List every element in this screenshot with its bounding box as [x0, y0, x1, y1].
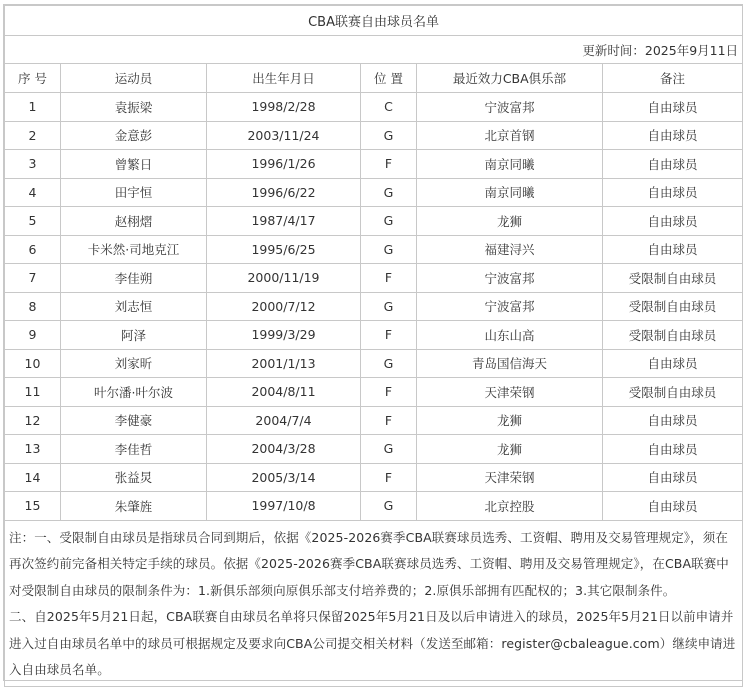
title-row — [5, 6, 743, 36]
cell-no: 6 — [5, 235, 61, 264]
cell-birth: 2005/3/14 — [207, 463, 361, 492]
cell-club: 宁波富邦 — [417, 264, 603, 293]
cell-note: 自由球员 — [603, 207, 743, 236]
cell-position: F — [361, 463, 417, 492]
cell-name: 叶尔潘·叶尔波 — [61, 378, 207, 407]
note-paragraph-2: 二、自2025年5月21日起，CBA联赛自由球员名单将只保留2025年5月21日及以后申请进入的球员，2025年5月21日以前申请并进入过自由球员名单中的球员可根据规定及要求向CBA公司提交相关材料（发送至邮箱：register@cbaleague.com）继续申请进入自由球员名单。 — [9, 609, 736, 677]
cell-no: 4 — [5, 178, 61, 207]
update-row — [5, 36, 743, 64]
cell-club: 龙狮 — [417, 435, 603, 464]
cell-birth: 2004/8/11 — [207, 378, 361, 407]
table-row — [5, 406, 743, 435]
cell-name: 金意彭 — [61, 121, 207, 150]
cell-no: 7 — [5, 264, 61, 293]
cell-no: 9 — [5, 321, 61, 350]
cell-position: C — [361, 93, 417, 122]
cell-note: 自由球员 — [603, 150, 743, 179]
cell-name: 刘志恒 — [61, 292, 207, 321]
cell-note: 自由球员 — [603, 235, 743, 264]
cell-birth: 1997/10/8 — [207, 492, 361, 521]
table-body — [5, 93, 743, 521]
cell-club: 山东山高 — [417, 321, 603, 350]
cell-birth: 1987/4/17 — [207, 207, 361, 236]
cell-birth: 2000/11/19 — [207, 264, 361, 293]
cell-note: 自由球员 — [603, 93, 743, 122]
cell-position: G — [361, 235, 417, 264]
cell-birth: 2001/1/13 — [207, 349, 361, 378]
col-header-birth: 出生年月日 — [207, 64, 361, 93]
table-row — [5, 121, 743, 150]
col-header-name: 运动员 — [61, 64, 207, 93]
cell-no: 5 — [5, 207, 61, 236]
cell-note: 受限制自由球员 — [603, 292, 743, 321]
cell-club: 宁波富邦 — [417, 93, 603, 122]
table-row — [5, 435, 743, 464]
cell-name: 朱肇旌 — [61, 492, 207, 521]
cell-birth: 2000/7/12 — [207, 292, 361, 321]
cell-club: 南京同曦 — [417, 150, 603, 179]
cell-name: 卡米然·司地克江 — [61, 235, 207, 264]
free-agent-table — [4, 5, 743, 687]
cell-note: 自由球员 — [603, 121, 743, 150]
cell-position: G — [361, 292, 417, 321]
cell-note: 自由球员 — [603, 349, 743, 378]
cell-note: 受限制自由球员 — [603, 378, 743, 407]
cell-club: 龙狮 — [417, 207, 603, 236]
cell-no: 2 — [5, 121, 61, 150]
table-row — [5, 235, 743, 264]
cell-no: 8 — [5, 292, 61, 321]
cell-position: F — [361, 264, 417, 293]
cell-position: G — [361, 207, 417, 236]
cell-position: G — [361, 492, 417, 521]
cell-no: 11 — [5, 378, 61, 407]
col-header-club: 最近效力CBA俱乐部 — [417, 64, 603, 93]
cell-note: 自由球员 — [603, 435, 743, 464]
cell-no: 1 — [5, 93, 61, 122]
update-time: 更新时间：2025年9月11日 — [5, 36, 743, 64]
cell-club: 青岛国信海天 — [417, 349, 603, 378]
cell-no: 13 — [5, 435, 61, 464]
col-header-note: 备注 — [603, 64, 743, 93]
cell-position: G — [361, 349, 417, 378]
table-row — [5, 492, 743, 521]
cell-note: 受限制自由球员 — [603, 264, 743, 293]
cell-birth: 1995/6/25 — [207, 235, 361, 264]
cell-name: 阿泽 — [61, 321, 207, 350]
table-row — [5, 150, 743, 179]
notes-cell — [5, 520, 743, 686]
cell-no: 15 — [5, 492, 61, 521]
cell-position: F — [361, 378, 417, 407]
cell-club: 北京控股 — [417, 492, 603, 521]
cell-name: 刘家昕 — [61, 349, 207, 378]
table-row — [5, 321, 743, 350]
cell-position: G — [361, 435, 417, 464]
cell-club: 南京同曦 — [417, 178, 603, 207]
free-agent-sheet — [3, 4, 743, 681]
cell-club: 天津荣钢 — [417, 463, 603, 492]
cell-note: 自由球员 — [603, 178, 743, 207]
cell-no: 14 — [5, 463, 61, 492]
cell-note: 受限制自由球员 — [603, 321, 743, 350]
cell-note: 自由球员 — [603, 492, 743, 521]
header-row — [5, 64, 743, 93]
cell-club: 宁波富邦 — [417, 292, 603, 321]
table-row — [5, 378, 743, 407]
cell-club: 北京首钢 — [417, 121, 603, 150]
table-row — [5, 93, 743, 122]
col-header-position: 位 置 — [361, 64, 417, 93]
cell-name: 李佳哲 — [61, 435, 207, 464]
col-header-no: 序 号 — [5, 64, 61, 93]
cell-birth: 1996/1/26 — [207, 150, 361, 179]
cell-position: G — [361, 178, 417, 207]
cell-name: 曾繁日 — [61, 150, 207, 179]
cell-club: 天津荣钢 — [417, 378, 603, 407]
cell-position: F — [361, 150, 417, 179]
cell-birth: 2003/11/24 — [207, 121, 361, 150]
cell-name: 张益炅 — [61, 463, 207, 492]
cell-name: 李健豪 — [61, 406, 207, 435]
cell-name: 赵栩熠 — [61, 207, 207, 236]
table-title: CBA联赛自由球员名单 — [5, 6, 743, 36]
table-row — [5, 207, 743, 236]
cell-birth: 1996/6/22 — [207, 178, 361, 207]
cell-position: G — [361, 121, 417, 150]
table-row — [5, 264, 743, 293]
cell-position: F — [361, 406, 417, 435]
cell-name: 袁振梁 — [61, 93, 207, 122]
cell-club: 龙狮 — [417, 406, 603, 435]
cell-birth: 1999/3/29 — [207, 321, 361, 350]
cell-note: 自由球员 — [603, 406, 743, 435]
cell-name: 田宇恒 — [61, 178, 207, 207]
cell-no: 12 — [5, 406, 61, 435]
table-row — [5, 292, 743, 321]
table-row — [5, 349, 743, 378]
cell-birth: 2004/3/28 — [207, 435, 361, 464]
notes-row — [5, 520, 743, 686]
cell-birth: 1998/2/28 — [207, 93, 361, 122]
cell-position: F — [361, 321, 417, 350]
cell-birth: 2004/7/4 — [207, 406, 361, 435]
note-paragraph-1: 注：一、受限制自由球员是指球员合同到期后，依据《2025-2026赛季CBA联赛球员选秀、工资帽、聘用及交易管理规定》，须在再次签约前完备相关特定手续的球员。依据《2025-2026赛季CBA联赛球员选秀、工资帽、聘用及交易管理规定》，在CBA联赛中对受限制自由球员的限制条件为：1.新俱乐部须向原俱乐部支付培养费的；2.原俱乐部拥有匹配权的；3.其它限制条件。 — [9, 529, 729, 598]
cell-note: 自由球员 — [603, 463, 743, 492]
cell-no: 10 — [5, 349, 61, 378]
table-row — [5, 178, 743, 207]
cell-no: 3 — [5, 150, 61, 179]
cell-name: 李佳朔 — [61, 264, 207, 293]
table-row — [5, 463, 743, 492]
cell-club: 福建浔兴 — [417, 235, 603, 264]
